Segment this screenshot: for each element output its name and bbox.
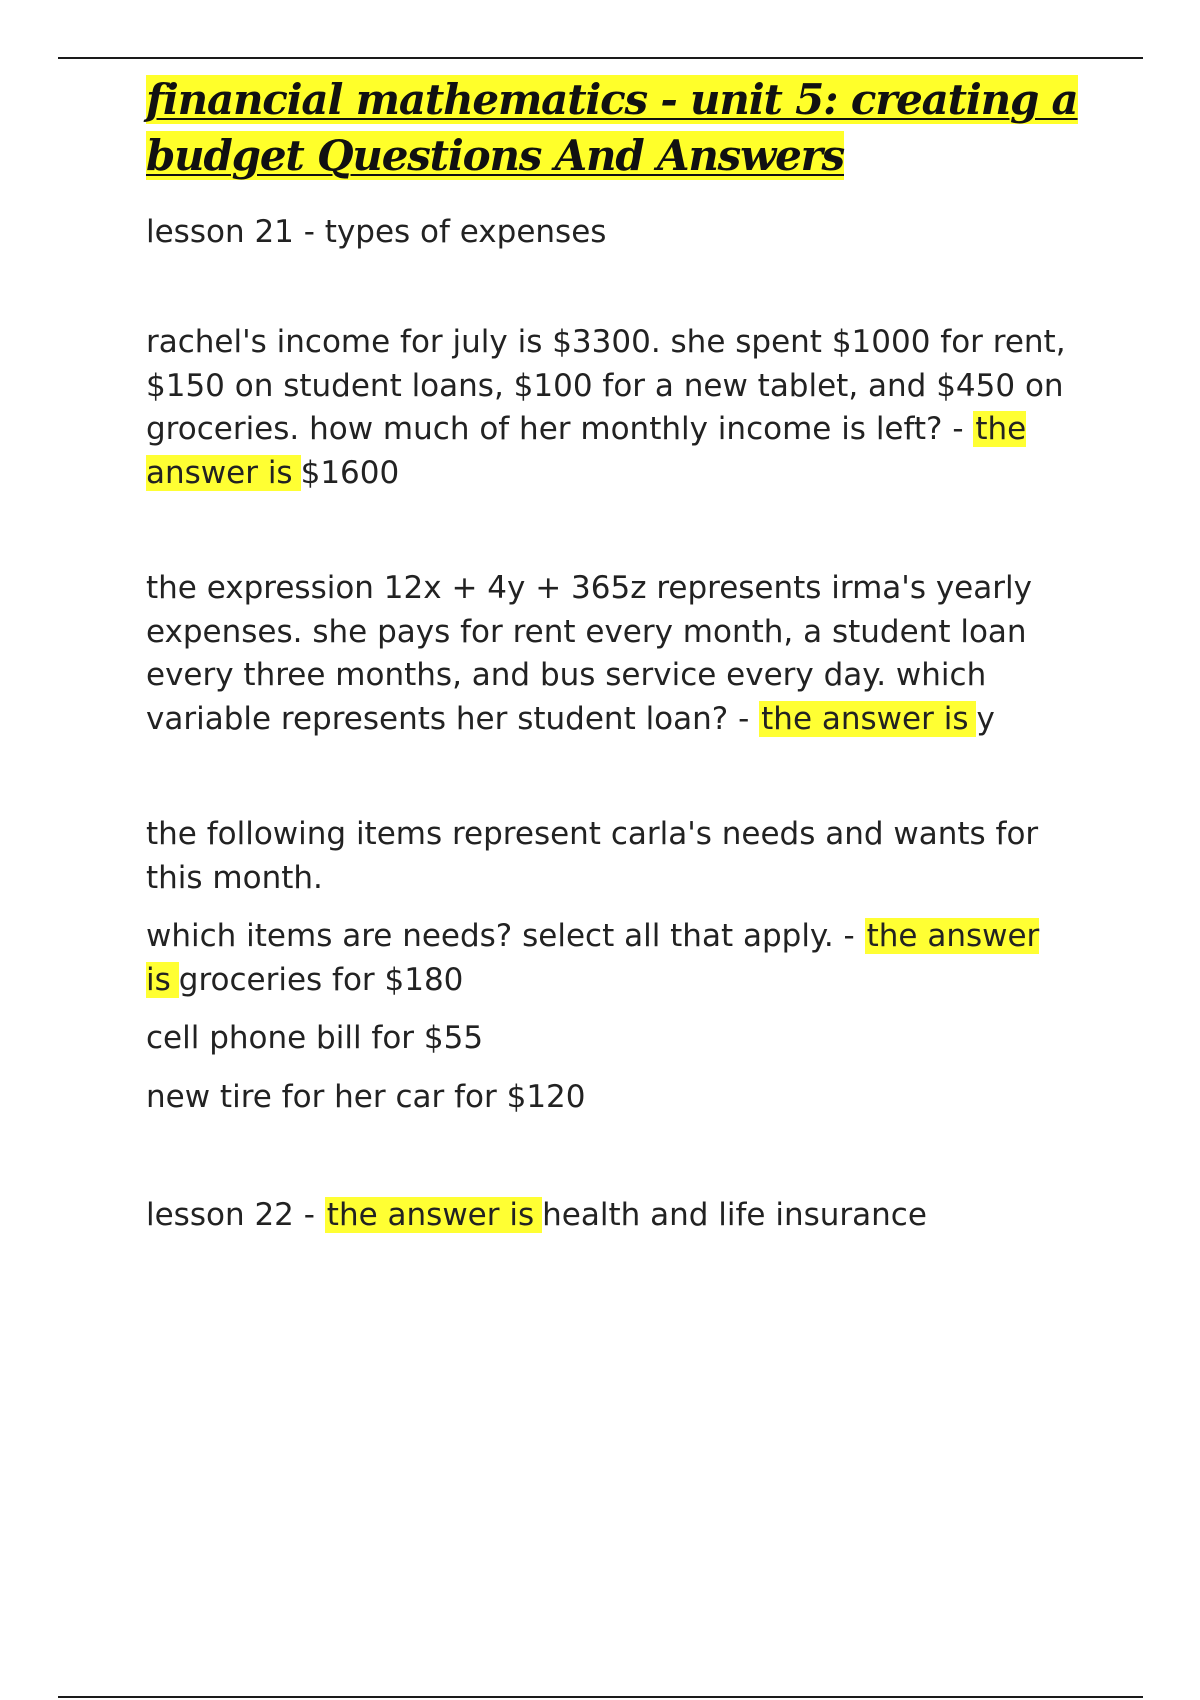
answer-text: groceries for $180 — [178, 961, 464, 998]
answer-text: y — [976, 700, 995, 737]
answer-text: $1600 — [300, 454, 400, 491]
question-text: rachel's income for july is $3300. she spent $1000 for rent, $150 on student loans, $100 for a new tablet, and $450 on groceries. how much of her monthly income is left? - — [146, 324, 1066, 447]
top-rule — [58, 57, 1143, 59]
question-text: the expression 12x + 4y + 365z represents irma's yearly expenses. she pays for rent every month, a student loan every three months, and bus service every day. which variable represents her student loan? - — [146, 570, 1032, 737]
question-text: lesson 22 - — [146, 1197, 325, 1233]
answer-item-tire: new tire for her car for $120 — [146, 1078, 586, 1115]
document-body — [146, 72, 1086, 1238]
answer-item-cell-phone: cell phone bill for $55 — [146, 1020, 484, 1056]
question-rachel-income — [146, 321, 1086, 495]
answer-text: health and life insurance — [542, 1197, 927, 1233]
question-lesson-22 — [146, 1194, 1086, 1238]
answer-marker: the answer is — [759, 701, 976, 737]
question-irma-expenses — [146, 567, 1086, 741]
question-text: which items are needs? select all that apply. - — [146, 918, 865, 954]
bottom-rule — [58, 1696, 1143, 1698]
answer-marker: the answer is — [325, 1197, 542, 1233]
answer-marker: the answer is — [146, 918, 1040, 998]
document-title: financial mathematics - unit 5: creating a budget Questions And Answers — [146, 75, 1078, 180]
question-carla-needs — [146, 915, 1086, 1002]
question-carla-intro: the following items represent carla's needs and wants for this month. — [146, 816, 1039, 896]
answer-marker: the answer is — [146, 411, 1027, 491]
lesson-21-heading: lesson 21 - types of expenses — [146, 214, 607, 250]
